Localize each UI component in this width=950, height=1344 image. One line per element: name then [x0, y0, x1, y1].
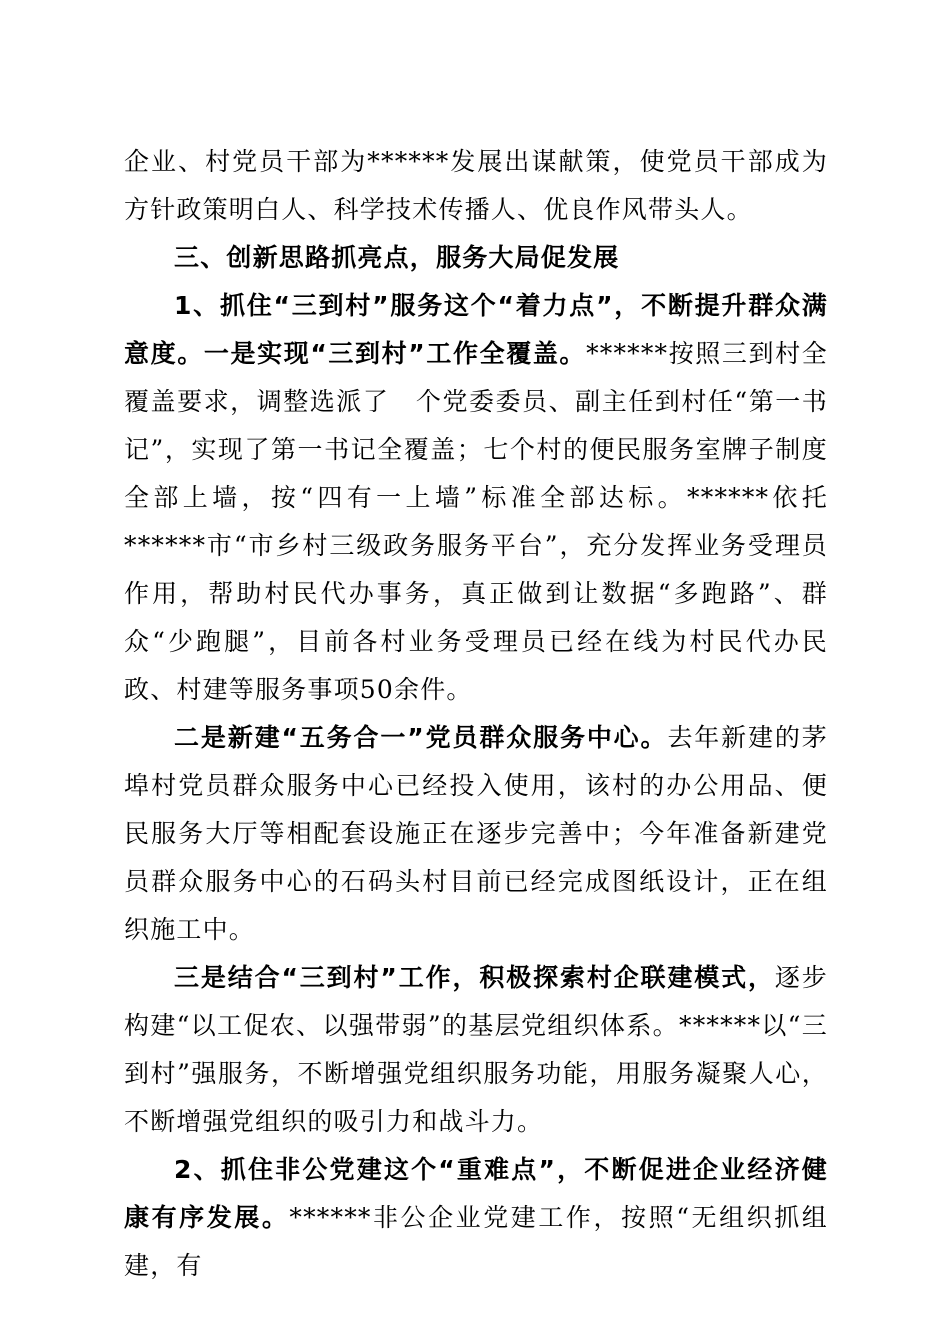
document-page — [124, 138, 828, 1290]
paragraph-5-bold: 2、抓住非公党建这个“重难点”，不断促进企业经济健康有序发展。 — [124, 1155, 828, 1232]
paragraph-3-bold: 二是新建“五务合一”党员群众服务中心。 — [174, 723, 668, 752]
paragraph-4 — [124, 954, 828, 1146]
paragraph-2-bold: 1、抓住“三到村”服务这个“着力点”，不断提升群众满意度。一是实现“三到村”工作全覆盖。 — [124, 291, 828, 368]
section-heading-3: 三、创新思路抓亮点，服务大局促发展 — [174, 243, 620, 272]
paragraph-5 — [124, 1146, 828, 1290]
paragraph-4-text: 逐步构建“以工促农、以强带弱”的基层党组织体系。******以“三到村”强服务，不断增强党组织服务功能，用服务凝聚人心，不断增强党组织的吸引力和战斗力。 — [124, 963, 828, 1136]
paragraph-5-text: ******非公企业党建工作，按照“无组织抓组建，有 — [124, 1203, 829, 1280]
paragraph-3 — [124, 714, 828, 954]
paragraph-2-text: ******按照三到村全覆盖要求，调整选派了 个党委委员、副主任到村任“第一书记”，实现了第一书记全覆盖；七个村的便民服务室牌子制度全部上墙，按“四有一上墙”标准全部达标。******依托******市“市乡村三级政务服务平台”，充分发挥业务受理员作用，帮助村民代办事务，真正做到让数据“多跑路”、群众“少跑腿”，目前各村业务受理员已经在线为村民代办民政、村建等服务事项50余件。 — [124, 339, 828, 704]
paragraph-4-bold: 三是结合“三到村”工作，积极探索村企联建模式， — [174, 963, 775, 992]
paragraph-1-text: 企业、村党员干部为******发展出谋献策，使党员干部成为方针政策明白人、科学技术传播人、优良作风带头人。 — [124, 147, 828, 224]
paragraph-2 — [124, 282, 828, 714]
paragraph-1 — [124, 138, 828, 234]
paragraph-3-text: 去年新建的茅埠村党员群众服务中心已经投入使用，该村的办公用品、便民服务大厅等相配套设施正在逐步完善中；今年准备新建党员群众服务中心的石码头村目前已经完成图纸设计，正在组织施工中。 — [124, 723, 828, 944]
